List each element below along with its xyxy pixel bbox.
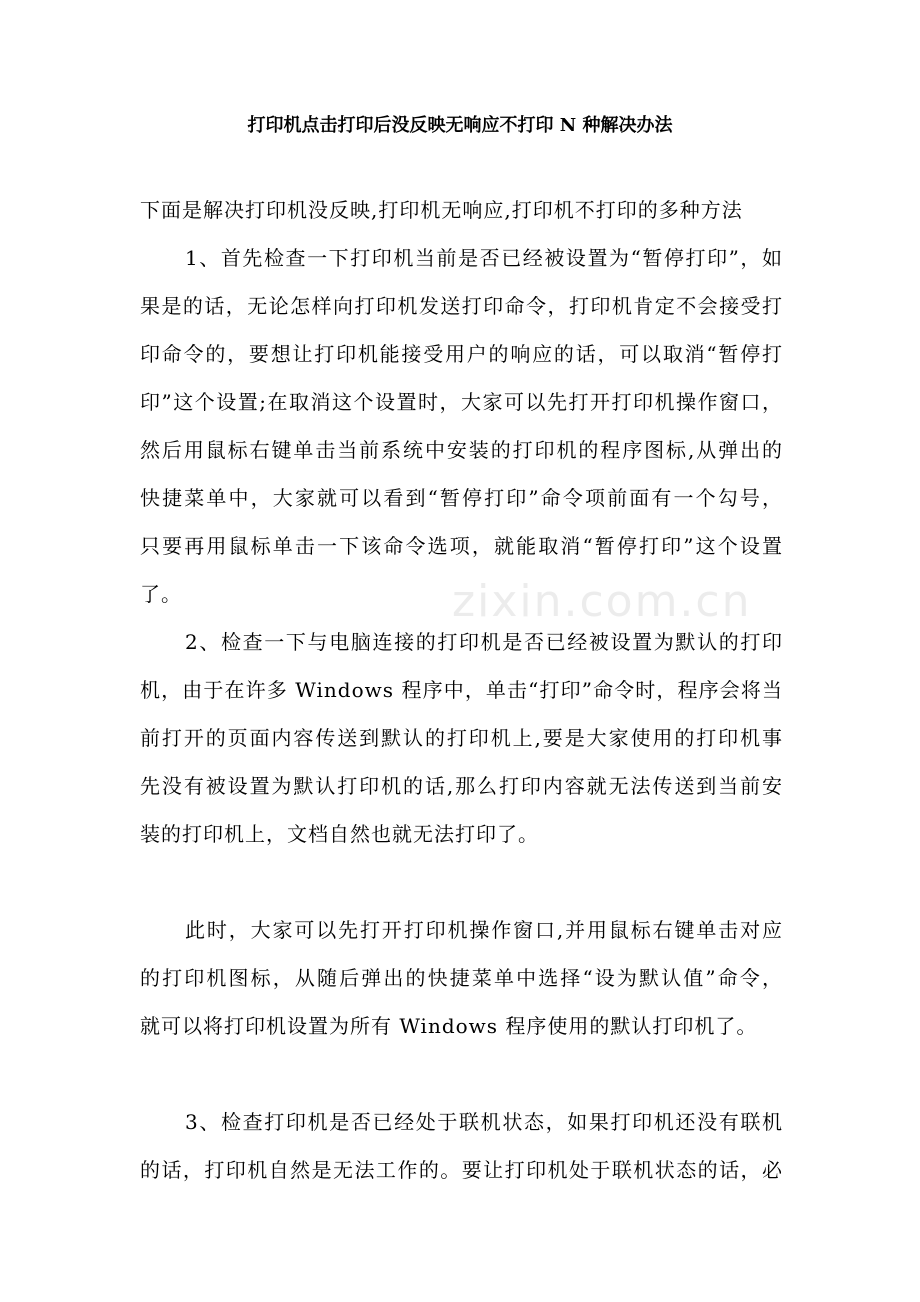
text-line: 快捷菜单中，大家就可以看到“暂停打印”命令项前面有一个勾号，: [140, 486, 783, 510]
document-body: [140, 186, 783, 1194]
text-line: 的话，打印机自然是无法工作的。要让打印机处于联机状态的话，必: [140, 1158, 783, 1182]
text-line: 只要再用鼠标单击一下该命令选项，就能取消“暂停打印”这个设置: [140, 534, 783, 558]
paragraph-default-printer-note: [140, 906, 783, 1050]
intro-paragraph: [140, 186, 783, 234]
text-line: 然后用鼠标右键单击当前系统中安装的打印机的程序图标,从弹出的: [140, 438, 783, 462]
text-line: 了。: [140, 582, 182, 606]
text-line: 的打印机图标，从随后弹出的快捷菜单中选择“设为默认值”命令，: [140, 966, 783, 990]
text-line: 果是的话，无论怎样向打印机发送打印命令，打印机肯定不会接受打: [140, 294, 783, 318]
paragraph-step-2: [140, 618, 783, 858]
text-line: 下面是解决打印机没反映,打印机无响应,打印机不打印的多种方法: [140, 198, 743, 222]
text-line: 此时，大家可以先打开打印机操作窗口,并用鼠标右键单击对应: [185, 918, 783, 942]
text-line: 先没有被设置为默认打印机的话,那么打印内容就无法传送到当前安: [140, 774, 783, 798]
text-line: 前打开的页面内容传送到默认的打印机上,要是大家使用的打印机事: [140, 726, 783, 750]
text-line: 就可以将打印机设置为所有 Windows 程序使用的默认打印机了。: [140, 1014, 758, 1038]
text-line: 1、首先检查一下打印机当前是否已经被设置为“暂停打印”，如: [185, 246, 783, 270]
text-line: 印命令的，要想让打印机能接受用户的响应的话，可以取消“暂停打: [140, 342, 783, 366]
text-line: 印”这个设置;在取消这个设置时，大家可以先打开打印机操作窗口，: [140, 390, 783, 414]
watermark: zixin.com.cn: [452, 576, 752, 627]
document-title: 打印机点击打印后没反映无响应不打印 N 种解决办法: [247, 115, 673, 136]
paragraph-step-3: [140, 1098, 783, 1194]
text-line: 装的打印机上，文档自然也就无法打印了。: [140, 822, 539, 846]
text-line: 机，由于在许多 Windows 程序中，单击“打印”命令时，程序会将当: [140, 678, 783, 702]
paragraph-step-1: [140, 234, 783, 618]
text-line: 3、检查打印机是否已经处于联机状态，如果打印机还没有联机: [185, 1110, 783, 1134]
text-line: 2、检查一下与电脑连接的打印机是否已经被设置为默认的打印: [185, 630, 783, 654]
